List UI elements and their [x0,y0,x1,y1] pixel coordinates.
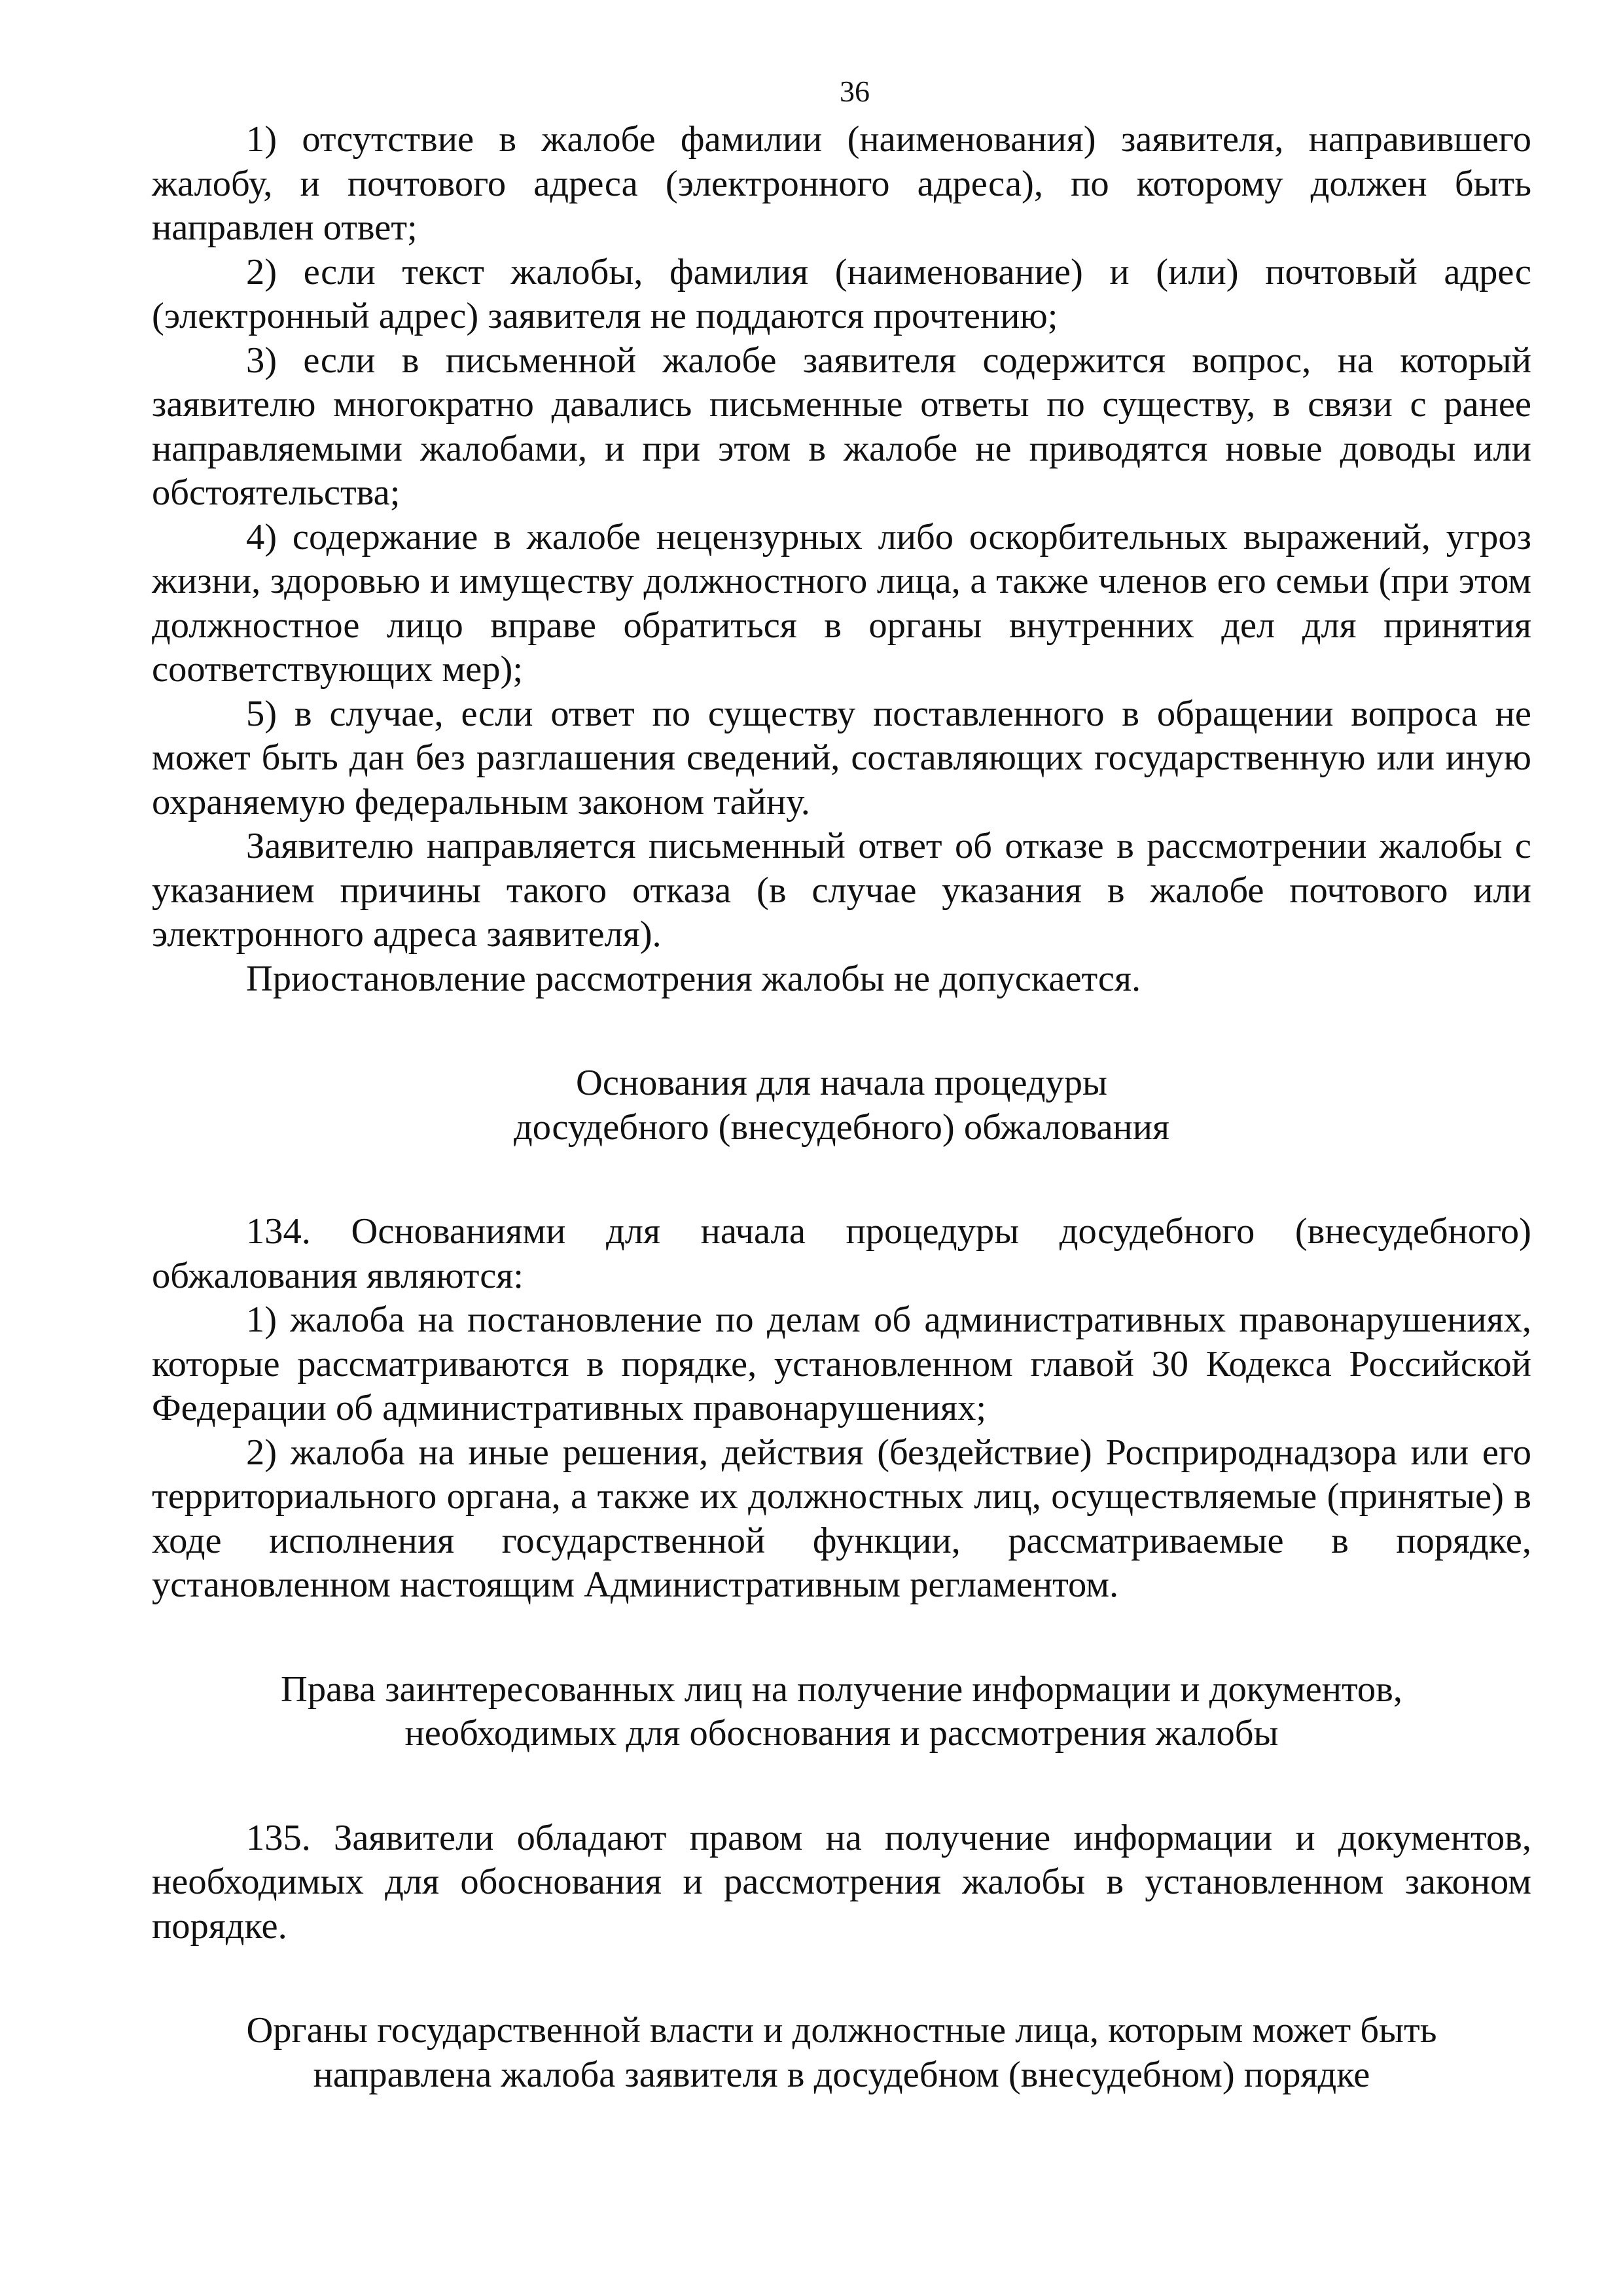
list-item: 2) если текст жалобы, фамилия (наименование) и (или) почтовый адрес (электронный адрес) заявителя не поддаются прочтению; [152,251,1531,336]
heading-line: Органы государственной власти и должностные лица, которым может быть [246,2010,1437,2051]
paragraph-134: 134. Основаниями для начала процедуры досудебного (внесудебного) обжалования являются: [152,1211,1531,1296]
section-heading-rights [152,1668,1531,1756]
refusal-notice-paragraph: Заявителю направляется письменный ответ об отказе в рассмотрении жалобы с указанием причины такого отказа (в случае указания в жалобе почтового или электронного адреса заявителя). [152,826,1531,955]
list-item: 4) содержание в жалобе нецензурных либо оскорбительных выражений, угроз жизни, здоровью и имуществу должностного лица, а также членов его семьи (при этом должностное лицо вправе обратиться в органы внутренних дел для принятия соответствующих мер); [152,516,1531,690]
page-number: 36 [840,75,870,108]
document-page [152,72,1531,2097]
refusal-grounds-list [152,118,1531,1001]
list-item: 1) отсутствие в жалобе фамилии (наименования) заявителя, направившего жалобу, и почтового адреса (электронного адреса), по которому должен быть направлен ответ; [152,119,1531,248]
paragraph-135: 135. Заявители обладают правом на получение информации и документов, необходимых для обоснования и рассмотрения жалобы в установленном законом порядке. [152,1817,1531,1947]
rights-section-body [152,1816,1531,1949]
list-item: 1) жалоба на постановление по делам об административных правонарушениях, которые рассматриваются в порядке, установленном главой 30 Кодекса Российской Федерации об административных правонарушениях; [152,1299,1531,1428]
section-heading-grounds [152,1061,1531,1150]
list-item: 3) если в письменной жалобе заявителя содержится вопрос, на который заявителю многократно давались письменные ответы по существу, в связи с ранее направляемыми жалобами, и при этом в жалобе не приводятся новые доводы или обстоятельства; [152,340,1531,513]
grounds-section-body [152,1210,1531,1608]
suspension-paragraph: Приостановление рассмотрения жалобы не допускается. [246,958,1141,999]
heading-line: Основания для начала процедуры [576,1063,1107,1103]
section-heading-authorities [152,2009,1531,2097]
heading-line: необходимых для обоснования и рассмотрения жалобы [404,1713,1279,1754]
heading-line: направлена жалоба заявителя в досудебном (внесудебном) порядке [313,2054,1370,2095]
heading-line: досудебного (внесудебного) обжалования [514,1106,1169,1148]
list-item: 2) жалоба на иные решения, действия (бездействие) Росприроднадзора или его территориального органа, а также их должностных лиц, осуществляемые (принятые) в ходе исполнения государственной функции, рассматриваемые в порядке, установленном настоящим Административным регламентом. [152,1432,1531,1605]
list-item: 5) в случае, если ответ по существу поставленного в обращении вопроса не может быть дан без разглашения сведений, составляющих государственную или иную охраняемую федеральным законом тайну. [152,693,1531,822]
heading-line: Права заинтересованных лиц на получение информации и документов, [281,1669,1402,1710]
